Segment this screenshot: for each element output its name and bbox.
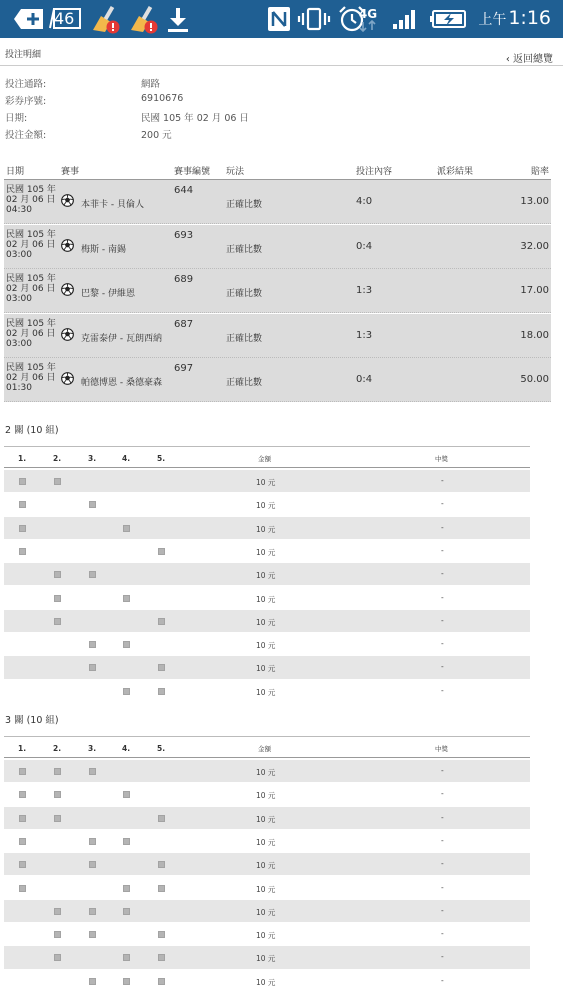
pick-marker-icon — [123, 688, 130, 695]
page-title: 投注明細 — [5, 50, 42, 60]
download-icon — [162, 0, 194, 38]
bet-rate: 17.00 — [520, 285, 549, 296]
bet-rate: 13.00 — [520, 196, 549, 207]
col-code: 賽事編號 — [174, 167, 211, 177]
pick-marker-icon — [123, 954, 130, 961]
pick-marker-icon — [54, 571, 61, 578]
combo-amount: 10 元 — [256, 687, 276, 697]
pick-marker-icon — [19, 791, 26, 798]
bet-content: 0:4 — [356, 374, 373, 385]
combo-row — [4, 680, 530, 703]
pick-marker-icon — [89, 978, 96, 985]
combo-col-header: 5. — [157, 744, 166, 753]
bet-date-line: 民國 105 年 — [6, 363, 56, 373]
pick-marker-icon — [54, 791, 61, 798]
pick-marker-icon — [19, 838, 26, 845]
combo-col-header: 2. — [53, 744, 62, 753]
bet-date — [6, 363, 62, 393]
combo-row — [4, 970, 530, 993]
bet-date-line: 民國 105 年 — [6, 318, 56, 329]
pick-marker-icon — [123, 978, 130, 985]
pick-marker-icon — [158, 548, 165, 555]
combo-row — [4, 633, 530, 656]
bet-date-line: 民國 105 年 — [6, 274, 56, 284]
pick-marker-icon — [54, 954, 61, 961]
pick-marker-icon — [19, 768, 26, 775]
bet-code: 644 — [174, 185, 194, 196]
clock — [478, 7, 551, 29]
col-date: 日期 — [6, 167, 25, 177]
combo-col-amount: 金額 — [258, 745, 271, 753]
soccer-ball-icon — [61, 283, 74, 296]
pick-marker-icon — [19, 501, 26, 508]
combo-row — [4, 563, 530, 586]
bet-date-line: 02 月 06 日 — [6, 284, 56, 294]
bet-time: 04:30 — [6, 205, 32, 215]
combo-amount: 10 元 — [256, 791, 276, 801]
plus-box-icon — [12, 0, 46, 38]
pick-marker-icon — [158, 885, 165, 892]
combo-amount: 10 元 — [256, 907, 276, 917]
soccer-ball-icon — [61, 239, 74, 252]
combo-amount: 10 元 — [256, 954, 276, 964]
bet-date — [6, 230, 62, 260]
combo-win: - — [441, 975, 444, 985]
combo-win: - — [441, 662, 444, 672]
signal-icon — [390, 0, 420, 38]
pick-marker-icon — [158, 664, 165, 671]
combo-row — [4, 783, 530, 806]
bets-table-header — [4, 158, 551, 180]
bet-rate: 32.00 — [520, 240, 549, 252]
bet-rate: 50.00 — [520, 374, 549, 385]
bet-content: 4:0 — [356, 196, 373, 207]
combo-win: - — [441, 905, 444, 915]
info-label: 投注金額: — [5, 130, 47, 141]
vibrate-icon — [296, 0, 332, 38]
pick-marker-icon — [89, 908, 96, 915]
bet-code: 689 — [174, 274, 194, 285]
combo-table-header — [4, 736, 530, 758]
combo-win: - — [441, 835, 444, 845]
pick-marker-icon — [123, 525, 130, 532]
pick-marker-icon — [89, 664, 96, 671]
combo-col-header: 3. — [88, 744, 97, 753]
combo-win: - — [441, 639, 444, 649]
pick-marker-icon — [89, 931, 96, 938]
back-to-overview-link[interactable]: ‹ 返回總覽 — [505, 54, 553, 65]
info-label: 彩券序號: — [5, 96, 47, 107]
pick-marker-icon — [19, 478, 26, 485]
combo-amount: 10 元 — [256, 814, 276, 824]
pick-marker-icon — [89, 571, 96, 578]
combo-row — [4, 877, 530, 900]
bet-play: 正確比數 — [226, 333, 263, 344]
broom-alert-icon — [126, 0, 160, 38]
info-row-amount — [0, 127, 563, 143]
combo-col-header: 1. — [18, 454, 27, 463]
col-result: 派彩結果 — [437, 167, 474, 177]
info-row-channel — [0, 76, 563, 92]
bet-time: 03:00 — [6, 294, 32, 304]
combo-row — [4, 656, 530, 679]
pick-marker-icon — [54, 618, 61, 625]
combo-win: - — [441, 812, 444, 822]
combo-amount: 10 元 — [256, 931, 276, 941]
combo-row — [4, 540, 530, 563]
bet-row — [4, 225, 551, 269]
soccer-ball-icon — [61, 194, 74, 207]
pick-marker-icon — [54, 478, 61, 485]
combo-win: - — [441, 766, 444, 775]
pick-marker-icon — [123, 838, 130, 845]
info-label: 日期: — [5, 113, 28, 124]
bet-play: 正確比數 — [226, 289, 263, 299]
pick-marker-icon — [123, 885, 130, 892]
bet-play: 正確比數 — [226, 244, 263, 255]
bet-row — [4, 314, 551, 358]
combo-row — [4, 946, 530, 969]
pick-marker-icon — [19, 525, 26, 532]
combo-amount: 10 元 — [256, 547, 276, 557]
combo-row — [4, 610, 530, 633]
bet-content: 1:3 — [356, 285, 373, 296]
soccer-ball-icon — [61, 372, 74, 385]
pick-marker-icon — [54, 815, 61, 822]
combo-amount: 10 元 — [256, 641, 276, 651]
combo-win: - — [441, 615, 444, 625]
combo-col-win: 中獎 — [435, 455, 448, 463]
combo-win: - — [441, 476, 444, 485]
notification-46-icon — [48, 0, 84, 38]
bet-date-line: 民國 105 年 — [6, 185, 56, 195]
bet-date — [6, 185, 62, 215]
bet-date — [6, 319, 62, 349]
bet-code: 693 — [174, 229, 194, 241]
soccer-ball-icon — [61, 328, 74, 341]
pick-marker-icon — [89, 838, 96, 845]
bet-event: 巴黎 - 伊維恩 — [81, 289, 135, 299]
combo-row — [4, 830, 530, 853]
combo-win: - — [441, 592, 444, 602]
notification-count: 46 — [54, 9, 75, 28]
combo-col-header: 5. — [157, 454, 166, 463]
combo-col-header: 1. — [18, 744, 27, 753]
combo-amount: 10 元 — [256, 884, 276, 894]
combo-col-header: 4. — [122, 454, 131, 463]
bet-play: 正確比數 — [226, 378, 263, 388]
pick-marker-icon — [158, 931, 165, 938]
pick-marker-icon — [158, 954, 165, 961]
pick-marker-icon — [123, 791, 130, 798]
bet-row — [4, 269, 551, 313]
combo-amount: 10 元 — [256, 664, 276, 674]
col-play: 玩法 — [226, 167, 245, 177]
col-rate: 賠率 — [530, 167, 549, 177]
pick-marker-icon — [19, 861, 26, 868]
bet-event: 本菲卡 - 貝倫人 — [81, 200, 144, 210]
combo-row — [4, 807, 530, 830]
info-row-serial — [0, 93, 563, 109]
combo-table-header — [4, 446, 530, 468]
bet-row — [4, 358, 551, 402]
combo-section-title: 3 關 (10 組) — [5, 715, 59, 726]
combo-win: - — [441, 859, 444, 869]
pick-marker-icon — [123, 595, 130, 602]
pick-marker-icon — [54, 908, 61, 915]
combo-amount: 10 元 — [256, 594, 276, 604]
info-value: 網路 — [141, 79, 161, 90]
pick-marker-icon — [19, 885, 26, 892]
bet-date-line: 02 月 06 日 — [6, 328, 56, 339]
bet-code: 697 — [174, 363, 194, 374]
combo-amount: 10 元 — [256, 977, 276, 987]
pick-marker-icon — [158, 861, 165, 868]
col-content: 投注內容 — [356, 167, 393, 177]
bet-row — [4, 180, 551, 224]
combo-section-title: 2 關 (10 組) — [5, 425, 59, 436]
info-value: 6910676 — [141, 93, 184, 104]
combo-row — [4, 923, 530, 946]
combo-col-header: 3. — [88, 454, 97, 463]
combo-win: - — [441, 522, 444, 532]
title-bar — [0, 38, 563, 66]
combo-win: - — [441, 952, 444, 962]
combo-row — [4, 493, 530, 516]
pick-marker-icon — [19, 815, 26, 822]
pick-marker-icon — [89, 501, 96, 508]
combo-win: - — [441, 569, 444, 579]
network-4g-icon: 4G — [352, 0, 384, 38]
bet-time: 01:30 — [6, 383, 32, 393]
combo-col-win: 中獎 — [435, 745, 448, 753]
combo-row — [4, 900, 530, 923]
pick-marker-icon — [54, 768, 61, 775]
combo-amount: 10 元 — [256, 501, 276, 511]
bet-play: 正確比數 — [226, 200, 263, 210]
bet-rate: 18.00 — [520, 329, 549, 341]
combo-row — [4, 470, 530, 493]
broom-alert-icon — [88, 0, 122, 38]
bet-event: 帕德博恩 - 桑德豪森 — [81, 378, 162, 388]
clock-ampm: 上午 — [478, 12, 507, 28]
combo-amount: 10 元 — [256, 617, 276, 627]
status-bar — [0, 0, 563, 38]
combo-amount: 10 元 — [256, 478, 276, 487]
info-value: 民國 105 年 02 月 06 日 — [141, 113, 249, 124]
pick-marker-icon — [158, 978, 165, 985]
bet-time: 03:00 — [6, 338, 32, 349]
nfc-icon — [264, 0, 294, 38]
battery-charging-icon — [428, 0, 470, 38]
bet-date-line: 02 月 06 日 — [6, 239, 56, 250]
bet-event: 克雷泰伊 - 瓦朗西納 — [81, 333, 162, 344]
pick-marker-icon — [54, 595, 61, 602]
combo-amount: 10 元 — [256, 768, 276, 777]
combo-col-header: 4. — [122, 744, 131, 753]
combo-win: - — [441, 929, 444, 939]
pick-marker-icon — [89, 641, 96, 648]
combo-row — [4, 853, 530, 876]
bet-date-line: 02 月 06 日 — [6, 195, 56, 205]
pick-marker-icon — [89, 861, 96, 868]
combo-amount: 10 元 — [256, 837, 276, 847]
pick-marker-icon — [158, 618, 165, 625]
bet-event: 梅斯 - 南錫 — [81, 244, 126, 255]
combo-win: - — [441, 882, 444, 892]
clock-time: 1:16 — [508, 7, 551, 29]
combo-col-header: 2. — [53, 454, 62, 463]
combo-amount: 10 元 — [256, 524, 276, 534]
bet-date — [6, 274, 62, 304]
info-row-date — [0, 110, 563, 126]
pick-marker-icon — [123, 641, 130, 648]
pick-marker-icon — [54, 931, 61, 938]
col-event: 賽事 — [61, 167, 80, 177]
combo-row — [4, 587, 530, 610]
combo-win: - — [441, 685, 444, 695]
bet-date-line: 02 月 06 日 — [6, 373, 56, 383]
bet-time: 03:00 — [6, 249, 32, 260]
pick-marker-icon — [19, 548, 26, 555]
combo-row — [4, 517, 530, 540]
bet-date-line: 民國 105 年 — [6, 229, 56, 240]
combo-win: - — [441, 499, 444, 509]
info-label: 投注通路: — [5, 79, 47, 90]
pick-marker-icon — [123, 908, 130, 915]
combo-amount: 10 元 — [256, 571, 276, 581]
bet-content: 1:3 — [356, 329, 373, 341]
bet-code: 687 — [174, 318, 194, 330]
combo-win: - — [441, 545, 444, 555]
combo-col-amount: 金額 — [258, 455, 271, 463]
pick-marker-icon — [158, 815, 165, 822]
combo-amount: 10 元 — [256, 861, 276, 871]
combo-win: - — [441, 789, 444, 799]
bet-content: 0:4 — [356, 240, 373, 252]
pick-marker-icon — [158, 688, 165, 695]
info-value: 200 元 — [141, 130, 172, 141]
combo-row — [4, 760, 530, 783]
pick-marker-icon — [89, 768, 96, 775]
